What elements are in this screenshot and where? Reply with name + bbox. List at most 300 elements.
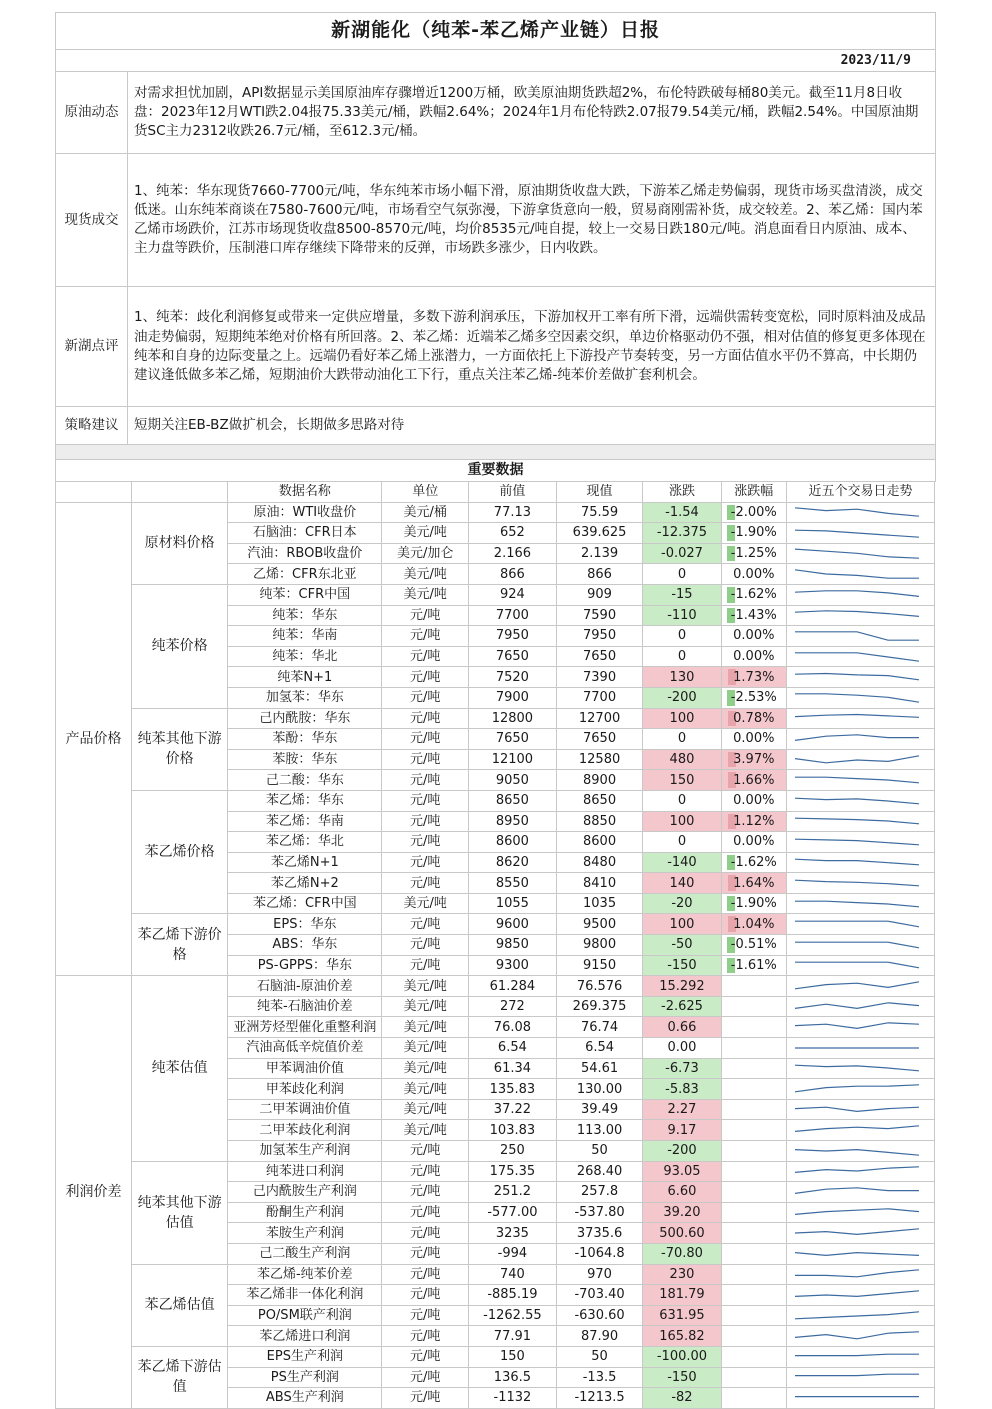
row-change: 181.79 xyxy=(643,1285,721,1306)
row-change: -6.73 xyxy=(643,1058,721,1079)
row-unit: 美元/吨 xyxy=(382,996,469,1017)
row-change-pct xyxy=(721,667,787,688)
row-name: 纯苯：华东 xyxy=(228,605,382,626)
row-unit: 元/吨 xyxy=(382,914,469,935)
sparkline-chart xyxy=(791,524,923,542)
sparkline-chart xyxy=(791,936,923,954)
row-trend xyxy=(787,687,935,708)
row-trend xyxy=(787,1285,935,1306)
row-unit: 美元/吨 xyxy=(382,1099,469,1120)
row-trend xyxy=(787,811,935,832)
row-change: 100 xyxy=(643,811,721,832)
row-unit: 美元/吨 xyxy=(382,1120,469,1141)
row-prev: 3235 xyxy=(469,1223,557,1244)
row-change-pct xyxy=(721,708,787,729)
row-change: 0.66 xyxy=(643,1017,721,1038)
row-change-pct-value: 1.12% xyxy=(733,813,775,829)
sparkline xyxy=(795,982,919,989)
row-change: -20 xyxy=(643,893,721,914)
sparkline xyxy=(795,901,919,907)
row-prev: 250 xyxy=(469,1141,557,1162)
row-name: 纯苯：华南 xyxy=(228,626,382,647)
row-name: 酚酮生产利润 xyxy=(228,1202,382,1223)
section-spacer xyxy=(56,445,936,460)
row-change-pct xyxy=(721,1367,787,1388)
row-name: ABS生产利润 xyxy=(228,1388,382,1409)
row-change-pct-value: 3.97% xyxy=(733,752,775,768)
row-trend xyxy=(787,832,935,853)
row-trend xyxy=(787,564,935,585)
row-name: 甲苯调油价值 xyxy=(228,1058,382,1079)
row-prev: 9300 xyxy=(469,955,557,976)
row-cur: 3735.6 xyxy=(556,1223,643,1244)
row-unit: 元/吨 xyxy=(382,1202,469,1223)
row-name: 纯苯进口利润 xyxy=(228,1161,382,1182)
row-change-pct-value: -1.90% xyxy=(730,525,777,541)
sparkline xyxy=(795,1252,919,1255)
subcategory-cell: 纯苯其他下游估值 xyxy=(132,1161,228,1264)
sparkline xyxy=(795,694,919,702)
row-change-pct xyxy=(721,1038,787,1059)
row-cur: 8600 xyxy=(556,832,643,853)
sparkline-chart xyxy=(791,1265,923,1283)
row-change-pct xyxy=(721,502,787,523)
row-prev: 77.91 xyxy=(469,1326,557,1347)
sparkline xyxy=(795,1023,919,1029)
row-name: 甲苯歧化利润 xyxy=(228,1079,382,1100)
row-name: 二甲苯调油价值 xyxy=(228,1099,382,1120)
sparkline-chart xyxy=(791,606,923,624)
sparkline-chart xyxy=(791,1286,923,1304)
row-change-pct xyxy=(721,790,787,811)
row-cur: -13.5 xyxy=(556,1367,643,1388)
row-name: 苯乙烯非一体化利润 xyxy=(228,1285,382,1306)
row-prev: 12800 xyxy=(469,708,557,729)
row-cur: 6.54 xyxy=(556,1038,643,1059)
header-cur: 现值 xyxy=(556,482,643,503)
row-trend xyxy=(787,852,935,873)
row-prev: 136.5 xyxy=(469,1367,557,1388)
row-trend xyxy=(787,1038,935,1059)
row-trend xyxy=(787,1367,935,1388)
row-unit: 元/吨 xyxy=(382,873,469,894)
row-change-pct xyxy=(721,1346,787,1367)
subcategory-cell: 苯乙烯价格 xyxy=(132,790,228,914)
table-row xyxy=(56,976,935,997)
sparkline-chart xyxy=(791,956,923,974)
sparkline xyxy=(795,652,919,660)
row-change-pct xyxy=(721,1223,787,1244)
row-trend xyxy=(787,543,935,564)
row-name: 石脑油-原油价差 xyxy=(228,976,382,997)
row-change: -5.83 xyxy=(643,1079,721,1100)
subcategory-cell: 纯苯价格 xyxy=(132,584,228,708)
section-label-strategy: 策略建议 xyxy=(56,407,128,445)
row-prev: 9600 xyxy=(469,914,557,935)
row-change: 631.95 xyxy=(643,1305,721,1326)
row-prev: -1132 xyxy=(469,1388,557,1409)
sparkline-chart xyxy=(791,1080,923,1098)
row-change: 100 xyxy=(643,708,721,729)
sparkline xyxy=(795,1149,919,1155)
row-name: 乙烯：CFR东北亚 xyxy=(228,564,382,585)
row-prev: 2.166 xyxy=(469,543,557,564)
row-change-pct xyxy=(721,687,787,708)
sparkline xyxy=(795,1085,919,1092)
sparkline xyxy=(795,798,919,804)
row-prev: 7650 xyxy=(469,729,557,750)
row-cur: 866 xyxy=(556,564,643,585)
subcategory-cell: 苯乙烯下游估值 xyxy=(132,1346,228,1408)
row-unit: 元/吨 xyxy=(382,1285,469,1306)
row-change-pct xyxy=(721,1099,787,1120)
sparkline-chart xyxy=(791,648,923,666)
row-change-pct xyxy=(721,811,787,832)
sparkline xyxy=(795,777,919,783)
row-name: 己二酸生产利润 xyxy=(228,1243,382,1264)
row-name: 汽油：RBOB收盘价 xyxy=(228,543,382,564)
sparkline-chart xyxy=(791,771,923,789)
subcategory-cell: 苯乙烯下游价格 xyxy=(132,914,228,976)
row-change: -150 xyxy=(643,1367,721,1388)
row-cur: 113.00 xyxy=(556,1120,643,1141)
row-change-pct-value: 1.04% xyxy=(733,916,775,932)
row-name: PO/SM联产利润 xyxy=(228,1305,382,1326)
section-text-strategy: 短期关注EB-BZ做扩机会，长期做多思路对待 xyxy=(128,407,936,445)
row-change: -140 xyxy=(643,852,721,873)
row-prev: 8650 xyxy=(469,790,557,811)
row-change-pct-value: 1.66% xyxy=(733,772,775,788)
row-trend xyxy=(787,605,935,626)
table-row xyxy=(56,1346,935,1367)
row-change: 2.27 xyxy=(643,1099,721,1120)
header-blank-subcategory xyxy=(132,482,228,503)
sparkline xyxy=(795,1126,919,1132)
row-change-pct xyxy=(721,1202,787,1223)
row-cur: -703.40 xyxy=(556,1285,643,1306)
row-prev: -885.19 xyxy=(469,1285,557,1306)
sparkline xyxy=(795,1375,919,1376)
row-prev: 9850 xyxy=(469,935,557,956)
row-prev: 61.34 xyxy=(469,1058,557,1079)
sparkline xyxy=(795,880,919,886)
row-prev: 6.54 xyxy=(469,1038,557,1059)
row-cur: 50 xyxy=(556,1346,643,1367)
row-change-pct-value: 0.78% xyxy=(733,710,775,726)
row-prev: 7650 xyxy=(469,646,557,667)
row-change-pct-value: -2.53% xyxy=(730,690,777,706)
row-change-pct-value: 0.00% xyxy=(733,628,775,644)
row-change-pct xyxy=(721,1243,787,1264)
table-row xyxy=(56,502,935,523)
row-unit: 美元/吨 xyxy=(382,976,469,997)
row-unit: 美元/吨 xyxy=(382,584,469,605)
sparkline xyxy=(795,1066,919,1072)
sparkline-chart xyxy=(791,812,923,830)
row-name: 苯乙烯：华东 xyxy=(228,790,382,811)
section-label-crude: 原油动态 xyxy=(56,72,128,154)
row-name: 苯乙烯-纯苯价差 xyxy=(228,1264,382,1285)
row-name: 己二酸：华东 xyxy=(228,770,382,791)
row-prev: 8950 xyxy=(469,811,557,832)
row-change-pct-value: 0.00% xyxy=(733,793,775,809)
row-change: 39.20 xyxy=(643,1202,721,1223)
section-text-spot: 1、纯苯：华东现货7660-7700元/吨，华东纯苯市场小幅下滑，原油期货收盘大跌，下游苯乙烯走势偏弱，现货市场买盘清淡，成交低迷。山东纯苯商谈在7580-7600元/吨，市场看空气氛弥漫，下游拿货意向一般，贸易商刚需补货，成交较差。2、苯乙烯：国内苯乙烯市场跌价，江苏市场现货收盘8500-8570元/吨，均价8535元/吨自提，较上一交易日跌180元/吨。消息面看日内原油、成本、主力盘等跌价，压制港口库存继续下降带来的反弹，市场跌多涨少，日内收跌。 xyxy=(128,154,936,287)
row-name: 苯乙烯N+1 xyxy=(228,852,382,873)
row-change-pct-value: 1.64% xyxy=(733,875,775,891)
sparkline-chart xyxy=(791,833,923,851)
sparkline-chart xyxy=(791,1142,923,1160)
category-cell: 产品价格 xyxy=(56,502,132,976)
row-trend xyxy=(787,667,935,688)
row-change: -150 xyxy=(643,955,721,976)
row-trend xyxy=(787,1346,935,1367)
sparkline-chart xyxy=(791,627,923,645)
row-unit: 元/吨 xyxy=(382,729,469,750)
row-cur: -1064.8 xyxy=(556,1243,643,1264)
row-prev: 76.08 xyxy=(469,1017,557,1038)
sparkline xyxy=(795,1229,919,1235)
row-trend xyxy=(787,523,935,544)
row-cur: -537.80 xyxy=(556,1202,643,1223)
row-trend xyxy=(787,502,935,523)
row-unit: 美元/加仑 xyxy=(382,543,469,564)
row-name: 纯苯-石脑油价差 xyxy=(228,996,382,1017)
sparkline xyxy=(795,1270,919,1277)
row-name: 加氢苯生产利润 xyxy=(228,1141,382,1162)
sparkline xyxy=(795,1311,919,1318)
row-unit: 元/吨 xyxy=(382,687,469,708)
row-prev: 1055 xyxy=(469,893,557,914)
row-change-pct-value: -1.61% xyxy=(730,957,777,973)
row-prev: 7950 xyxy=(469,626,557,647)
row-change-pct-value: 0.00% xyxy=(733,834,775,850)
sparkline-chart xyxy=(791,1162,923,1180)
sparkline-chart xyxy=(791,1101,923,1119)
row-name: 纯苯：CFR中国 xyxy=(228,584,382,605)
sparkline-chart xyxy=(791,545,923,563)
sparkline-chart xyxy=(791,1121,923,1139)
row-change: 0 xyxy=(643,790,721,811)
row-trend xyxy=(787,749,935,770)
row-cur: 75.59 xyxy=(556,502,643,523)
row-name: 苯酚：华东 xyxy=(228,729,382,750)
row-change-pct xyxy=(721,1058,787,1079)
row-name: ABS：华东 xyxy=(228,935,382,956)
sparkline-chart xyxy=(791,1204,923,1222)
sparkline-chart xyxy=(791,1389,923,1407)
subcategory-cell: 纯苯其他下游价格 xyxy=(132,708,228,790)
row-cur: 7700 xyxy=(556,687,643,708)
section-text-crude: 对需求担忧加剧，API数据显示美国原油库存骤增近1200万桶，欧美原油期货跌超2%，布伦特跌破每桶80美元。截至11月8日收盘：2023年12月WTI跌2.04报75.33美元/桶，跌幅2.64%；2024年1月布伦特跌2.07报79.54美元/桶，跌幅2.54%。中国原油期货SC主力2312收跌26.7元/桶，至612.3元/桶。 xyxy=(128,72,936,154)
row-trend xyxy=(787,626,935,647)
row-change-pct xyxy=(721,1326,787,1347)
sparkline xyxy=(795,1188,919,1194)
row-unit: 元/吨 xyxy=(382,626,469,647)
row-change: 9.17 xyxy=(643,1120,721,1141)
subcategory-cell: 纯苯估值 xyxy=(132,976,228,1161)
row-change: 230 xyxy=(643,1264,721,1285)
row-trend xyxy=(787,708,935,729)
section-label-comment: 新湖点评 xyxy=(56,287,128,407)
row-name: PS-GPPS：华东 xyxy=(228,955,382,976)
row-unit: 元/吨 xyxy=(382,605,469,626)
row-unit: 元/吨 xyxy=(382,1243,469,1264)
row-prev: 652 xyxy=(469,523,557,544)
row-change-pct-value: -1.25% xyxy=(730,546,777,562)
row-cur: 639.625 xyxy=(556,523,643,544)
row-cur: 50 xyxy=(556,1141,643,1162)
row-change-pct xyxy=(721,646,787,667)
row-change: 15.292 xyxy=(643,976,721,997)
row-change: -1.54 xyxy=(643,502,721,523)
row-change: -82 xyxy=(643,1388,721,1409)
row-name: 苯胺生产利润 xyxy=(228,1223,382,1244)
row-name: 二甲苯歧化利润 xyxy=(228,1120,382,1141)
sparkline-chart xyxy=(791,1224,923,1242)
row-change-pct xyxy=(721,914,787,935)
sparkline-chart xyxy=(791,689,923,707)
data-table xyxy=(55,481,935,1409)
row-name: 己内酰胺生产利润 xyxy=(228,1182,382,1203)
row-change: 0.00 xyxy=(643,1038,721,1059)
row-change-pct xyxy=(721,873,787,894)
row-change: 0 xyxy=(643,832,721,853)
sparkline-chart xyxy=(791,1348,923,1366)
row-unit: 美元/吨 xyxy=(382,1079,469,1100)
report-title: 新湖能化（纯苯-苯乙烯产业链）日报 xyxy=(56,13,936,50)
row-trend xyxy=(787,935,935,956)
row-trend xyxy=(787,1161,935,1182)
row-unit: 美元/吨 xyxy=(382,893,469,914)
table-header-row xyxy=(56,482,935,503)
sparkline-chart xyxy=(791,1059,923,1077)
row-change-pct-value: -1.43% xyxy=(730,607,777,623)
row-name: 亚洲芳烃型催化重整利润 xyxy=(228,1017,382,1038)
sparkline-chart xyxy=(791,751,923,769)
sparkline-chart xyxy=(791,792,923,810)
row-change-pct xyxy=(721,955,787,976)
sparkline-chart xyxy=(791,1039,923,1057)
row-change: -15 xyxy=(643,584,721,605)
row-change-pct xyxy=(721,1285,787,1306)
row-unit: 元/吨 xyxy=(382,852,469,873)
row-cur: -630.60 xyxy=(556,1305,643,1326)
row-change: -100.00 xyxy=(643,1346,721,1367)
row-change: 480 xyxy=(643,749,721,770)
row-change-pct-value: -0.51% xyxy=(730,937,777,953)
row-change: -110 xyxy=(643,605,721,626)
sparkline xyxy=(795,755,919,762)
row-change-pct-value: 0.00% xyxy=(733,731,775,747)
row-change-pct xyxy=(721,1079,787,1100)
row-change-pct xyxy=(721,584,787,605)
row-name: 石脑油：CFR日本 xyxy=(228,523,382,544)
row-trend xyxy=(787,729,935,750)
sparkline xyxy=(795,1002,919,1008)
row-unit: 元/吨 xyxy=(382,811,469,832)
sparkline-chart xyxy=(791,730,923,748)
row-change: 165.82 xyxy=(643,1326,721,1347)
row-change-pct xyxy=(721,832,787,853)
row-name: 苯乙烯：CFR中国 xyxy=(228,893,382,914)
row-change-pct xyxy=(721,1182,787,1203)
sparkline-chart xyxy=(791,1368,923,1386)
row-prev: 103.83 xyxy=(469,1120,557,1141)
row-change: -0.027 xyxy=(643,543,721,564)
table-row xyxy=(56,914,935,935)
row-change-pct xyxy=(721,564,787,585)
sparkline-chart xyxy=(791,874,923,892)
row-cur: 9800 xyxy=(556,935,643,956)
row-cur: 12580 xyxy=(556,749,643,770)
row-name: 原油：WTI收盘价 xyxy=(228,502,382,523)
row-trend xyxy=(787,914,935,935)
row-prev: 12100 xyxy=(469,749,557,770)
row-unit: 元/吨 xyxy=(382,667,469,688)
header-change-pct: 涨跌幅 xyxy=(721,482,787,503)
row-prev: 61.284 xyxy=(469,976,557,997)
row-cur: 54.61 xyxy=(556,1058,643,1079)
sparkline xyxy=(795,1291,919,1297)
row-change: 0 xyxy=(643,564,721,585)
row-name: 己内酰胺：华东 xyxy=(228,708,382,729)
row-unit: 元/吨 xyxy=(382,1182,469,1203)
row-unit: 元/吨 xyxy=(382,832,469,853)
row-change: 500.60 xyxy=(643,1223,721,1244)
header-trend: 近五个交易日走势 xyxy=(787,482,935,503)
row-change: 0 xyxy=(643,626,721,647)
row-unit: 美元/吨 xyxy=(382,1058,469,1079)
row-trend xyxy=(787,1223,935,1244)
row-change-pct xyxy=(721,852,787,873)
sparkline xyxy=(795,570,919,578)
row-unit: 元/吨 xyxy=(382,1161,469,1182)
row-unit: 美元/吨 xyxy=(382,1038,469,1059)
row-change: -200 xyxy=(643,1141,721,1162)
section-label-spot: 现货成交 xyxy=(56,154,128,287)
sparkline xyxy=(795,942,919,948)
row-trend xyxy=(787,1243,935,1264)
sparkline-chart xyxy=(791,977,923,995)
row-trend xyxy=(787,1202,935,1223)
row-name: EPS：华东 xyxy=(228,914,382,935)
row-unit: 元/吨 xyxy=(382,935,469,956)
sparkline-chart xyxy=(791,503,923,521)
header-change: 涨跌 xyxy=(643,482,721,503)
row-name: 苯乙烯N+2 xyxy=(228,873,382,894)
row-prev: 175.35 xyxy=(469,1161,557,1182)
row-prev: 8620 xyxy=(469,852,557,873)
row-cur: 269.375 xyxy=(556,996,643,1017)
row-trend xyxy=(787,790,935,811)
sparkline-chart xyxy=(791,709,923,727)
row-change: -50 xyxy=(643,935,721,956)
row-change-pct xyxy=(721,976,787,997)
row-cur: 7650 xyxy=(556,646,643,667)
sparkline-chart xyxy=(791,853,923,871)
row-change-pct xyxy=(721,605,787,626)
row-name: 汽油高低辛烷值价差 xyxy=(228,1038,382,1059)
table-row xyxy=(56,1264,935,1285)
sparkline-chart xyxy=(791,998,923,1016)
sparkline xyxy=(795,963,919,969)
row-change-pct-value: 0.00% xyxy=(733,566,775,582)
row-change-pct xyxy=(721,996,787,1017)
row-cur: 1035 xyxy=(556,893,643,914)
sparkline xyxy=(795,611,919,617)
row-change-pct xyxy=(721,1017,787,1038)
